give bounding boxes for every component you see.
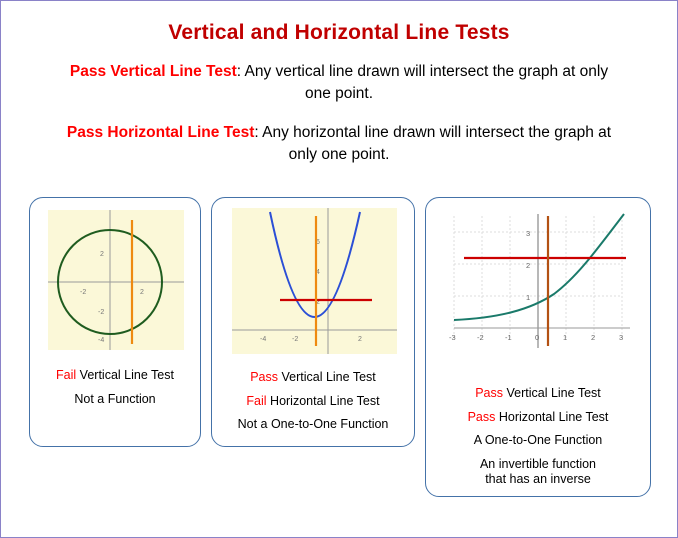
card-parabola: [211, 197, 415, 447]
page-title: Vertical and Horizontal Line Tests: [168, 21, 510, 44]
caption-rest: Vertical Line Test: [76, 368, 174, 382]
caption-vertical-test: [30, 369, 200, 382]
card-circle: [29, 197, 201, 447]
y-tick-label: 6: [316, 239, 320, 246]
caption-conclusion: Not a One-to-One Function: [237, 417, 389, 431]
caption-conclusion: Not a Function: [74, 391, 156, 406]
y-tick-label: 1: [526, 293, 531, 302]
cards-container: [1, 197, 678, 527]
caption-rest: Vertical Line Test: [278, 370, 376, 384]
intro-line-vertical: [59, 61, 619, 106]
caption-note-line-2: that has an inverse: [485, 472, 591, 486]
exponential-plot-svg: [438, 208, 640, 368]
intro-highlight-horizontal: Pass Horizontal Line Test: [66, 123, 255, 141]
y-tick-label: 4: [316, 269, 320, 276]
x-tick-label: -4: [260, 336, 267, 343]
caption-rest: Horizontal Line Test: [495, 409, 609, 424]
y-tick-label: 2: [100, 251, 104, 258]
intro-text-horizontal: : Any horizontal line drawn will intersect the graph at only one point.: [254, 123, 612, 164]
graph-parabola: [232, 208, 397, 354]
graph-circle: [48, 210, 184, 350]
y-tick-label: 2: [316, 299, 320, 306]
x-tick-label: 1: [563, 333, 568, 342]
caption-vertical-test: [426, 387, 650, 400]
caption-highlight: Pass: [250, 370, 279, 384]
exponential-curve: [454, 214, 624, 320]
x-tick-label: -2: [80, 289, 87, 296]
circle-plot-svg: [48, 210, 184, 350]
parabola-plot-svg: [232, 208, 397, 354]
x-tick-label: -2: [477, 333, 484, 342]
caption-rest: Horizontal Line Test: [266, 393, 380, 408]
caption-conclusion: A One-to-One Function: [473, 433, 603, 447]
caption-horizontal-test: [212, 395, 414, 408]
intro-highlight-vertical: Pass Vertical Line Test: [69, 63, 237, 80]
card-circle-captions: [30, 358, 200, 405]
x-tick-label: 3: [619, 333, 624, 342]
x-tick-label: -1: [505, 333, 512, 342]
y-tick-label: 2: [526, 261, 531, 270]
x-tick-label: 0: [535, 333, 540, 342]
intro-line-horizontal: [59, 122, 619, 167]
x-tick-label: -2: [292, 336, 299, 343]
intro-text-vertical: : Any vertical line drawn will intersect the graph at only one point.: [236, 63, 609, 103]
x-tick-label: 2: [591, 333, 596, 342]
card-exponential: [425, 197, 651, 497]
caption-highlight: Fail: [246, 393, 267, 408]
x-tick-label: -3: [449, 333, 456, 342]
graph-exponential: [438, 208, 640, 368]
caption-highlight: Pass: [467, 409, 496, 424]
y-tick-label: -2: [98, 309, 105, 316]
y-tick-label: 3: [526, 229, 531, 238]
card-exponential-captions: [426, 376, 650, 486]
caption-highlight: Pass: [475, 386, 504, 400]
y-tick-label: -4: [98, 337, 105, 344]
x-tick-label: 2: [358, 336, 362, 343]
card-parabola-captions: [212, 360, 414, 431]
caption-rest: Vertical Line Test: [503, 386, 601, 400]
x-tick-label: 2: [140, 289, 144, 296]
caption-vertical-test: [212, 371, 414, 384]
caption-note-line-1: An invertible function: [479, 456, 597, 471]
caption-highlight: Fail: [56, 368, 77, 382]
caption-horizontal-test: [426, 411, 650, 424]
